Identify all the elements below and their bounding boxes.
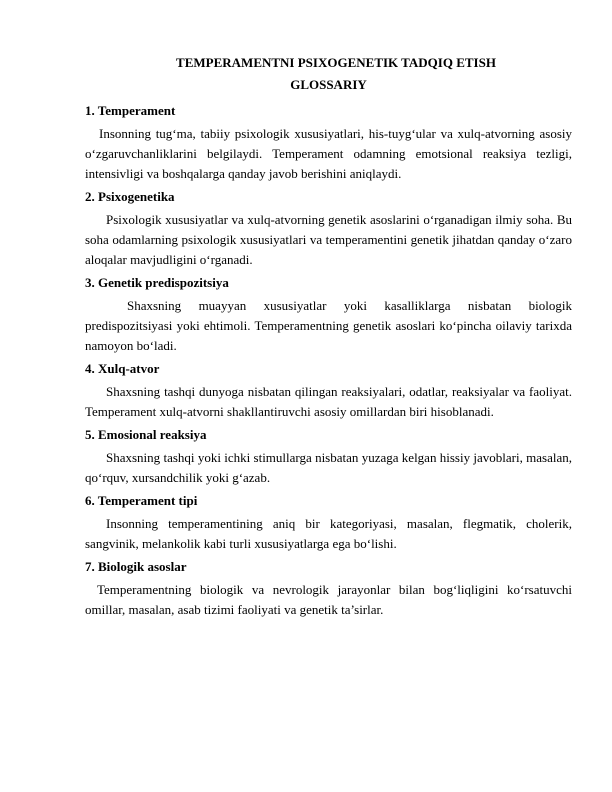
glossary-definition: Temperamentning biologik va nevrologik jarayonlar bilan bog‘liqligini ko‘rsatuvchi omillar, masalan, asab tizimi faoliyati va genetik ta’sirlar. — [85, 582, 572, 617]
glossary-term: 5. Emosional reaksiya — [85, 427, 207, 442]
glossary-definition: Insonning tug‘ma, tabiiy psixologik xususiyatlari, his-tuyg‘ular va xulq-atvorning asosiy o‘zgaruvchanliklarini belgilaydi. Temperament odamning emotsional reaksiya tezligi, intensivligi va boshqalarga qanday javob berishini aniqlaydi. — [85, 126, 572, 181]
document-title: TEMPERAMENTNI PSIXOGENETIK TADQIQ ETISH — [176, 55, 496, 70]
glossary-term: 1. Temperament — [85, 103, 176, 118]
glossary-term: 6. Temperament tipi — [85, 493, 198, 508]
document-page — [85, 53, 572, 623]
glossary-definition: Insonning temperamentining aniq bir kategoriyasi, masalan, flegmatik, cholerik, sangvinik, melankolik kabi turli xususiyatlarga ega bo‘lishi. — [85, 516, 572, 551]
glossary-term: 7. Biologik asoslar — [85, 559, 187, 574]
glossary-term: 3. Genetik predispozitsiya — [85, 275, 229, 290]
glossary-definition: Shaxsning muayyan xususiyatlar yoki kasalliklarga nisbatan biologik predispozitsiyasi yoki ehtimoli. Temperamentning genetik asoslari ko‘pincha oilaviy tarixda namoyon bo‘ladi. — [85, 298, 572, 353]
glossary-term: 4. Xulq-atvor — [85, 361, 160, 376]
glossary-definition: Psixologik xususiyatlar va xulq-atvorning genetik asoslarini o‘rganadigan ilmiy soha. Bu soha odamlarning psixologik xususiyatlari va temperamentini genetik jihatdan qanday o‘zaro aloqalar mavjudligini o‘rganadi. — [85, 212, 572, 267]
glossary-definition: Shaxsning tashqi dunyoga nisbatan qilingan reaksiyalari, odatlar, reaksiyalar va faoliyat. Temperament xulq-atvorni shakllantiruvchi asosiy omillardan biri hisoblanadi. — [85, 384, 572, 419]
document-subtitle: GLOSSARIY — [290, 77, 367, 92]
glossary-term: 2. Psixogenetika — [85, 189, 175, 204]
glossary-definition: Shaxsning tashqi yoki ichki stimullarga nisbatan yuzaga kelgan hissiy javoblari, masalan, qo‘rquv, xursandchilik yoki g‘azab. — [85, 450, 572, 485]
